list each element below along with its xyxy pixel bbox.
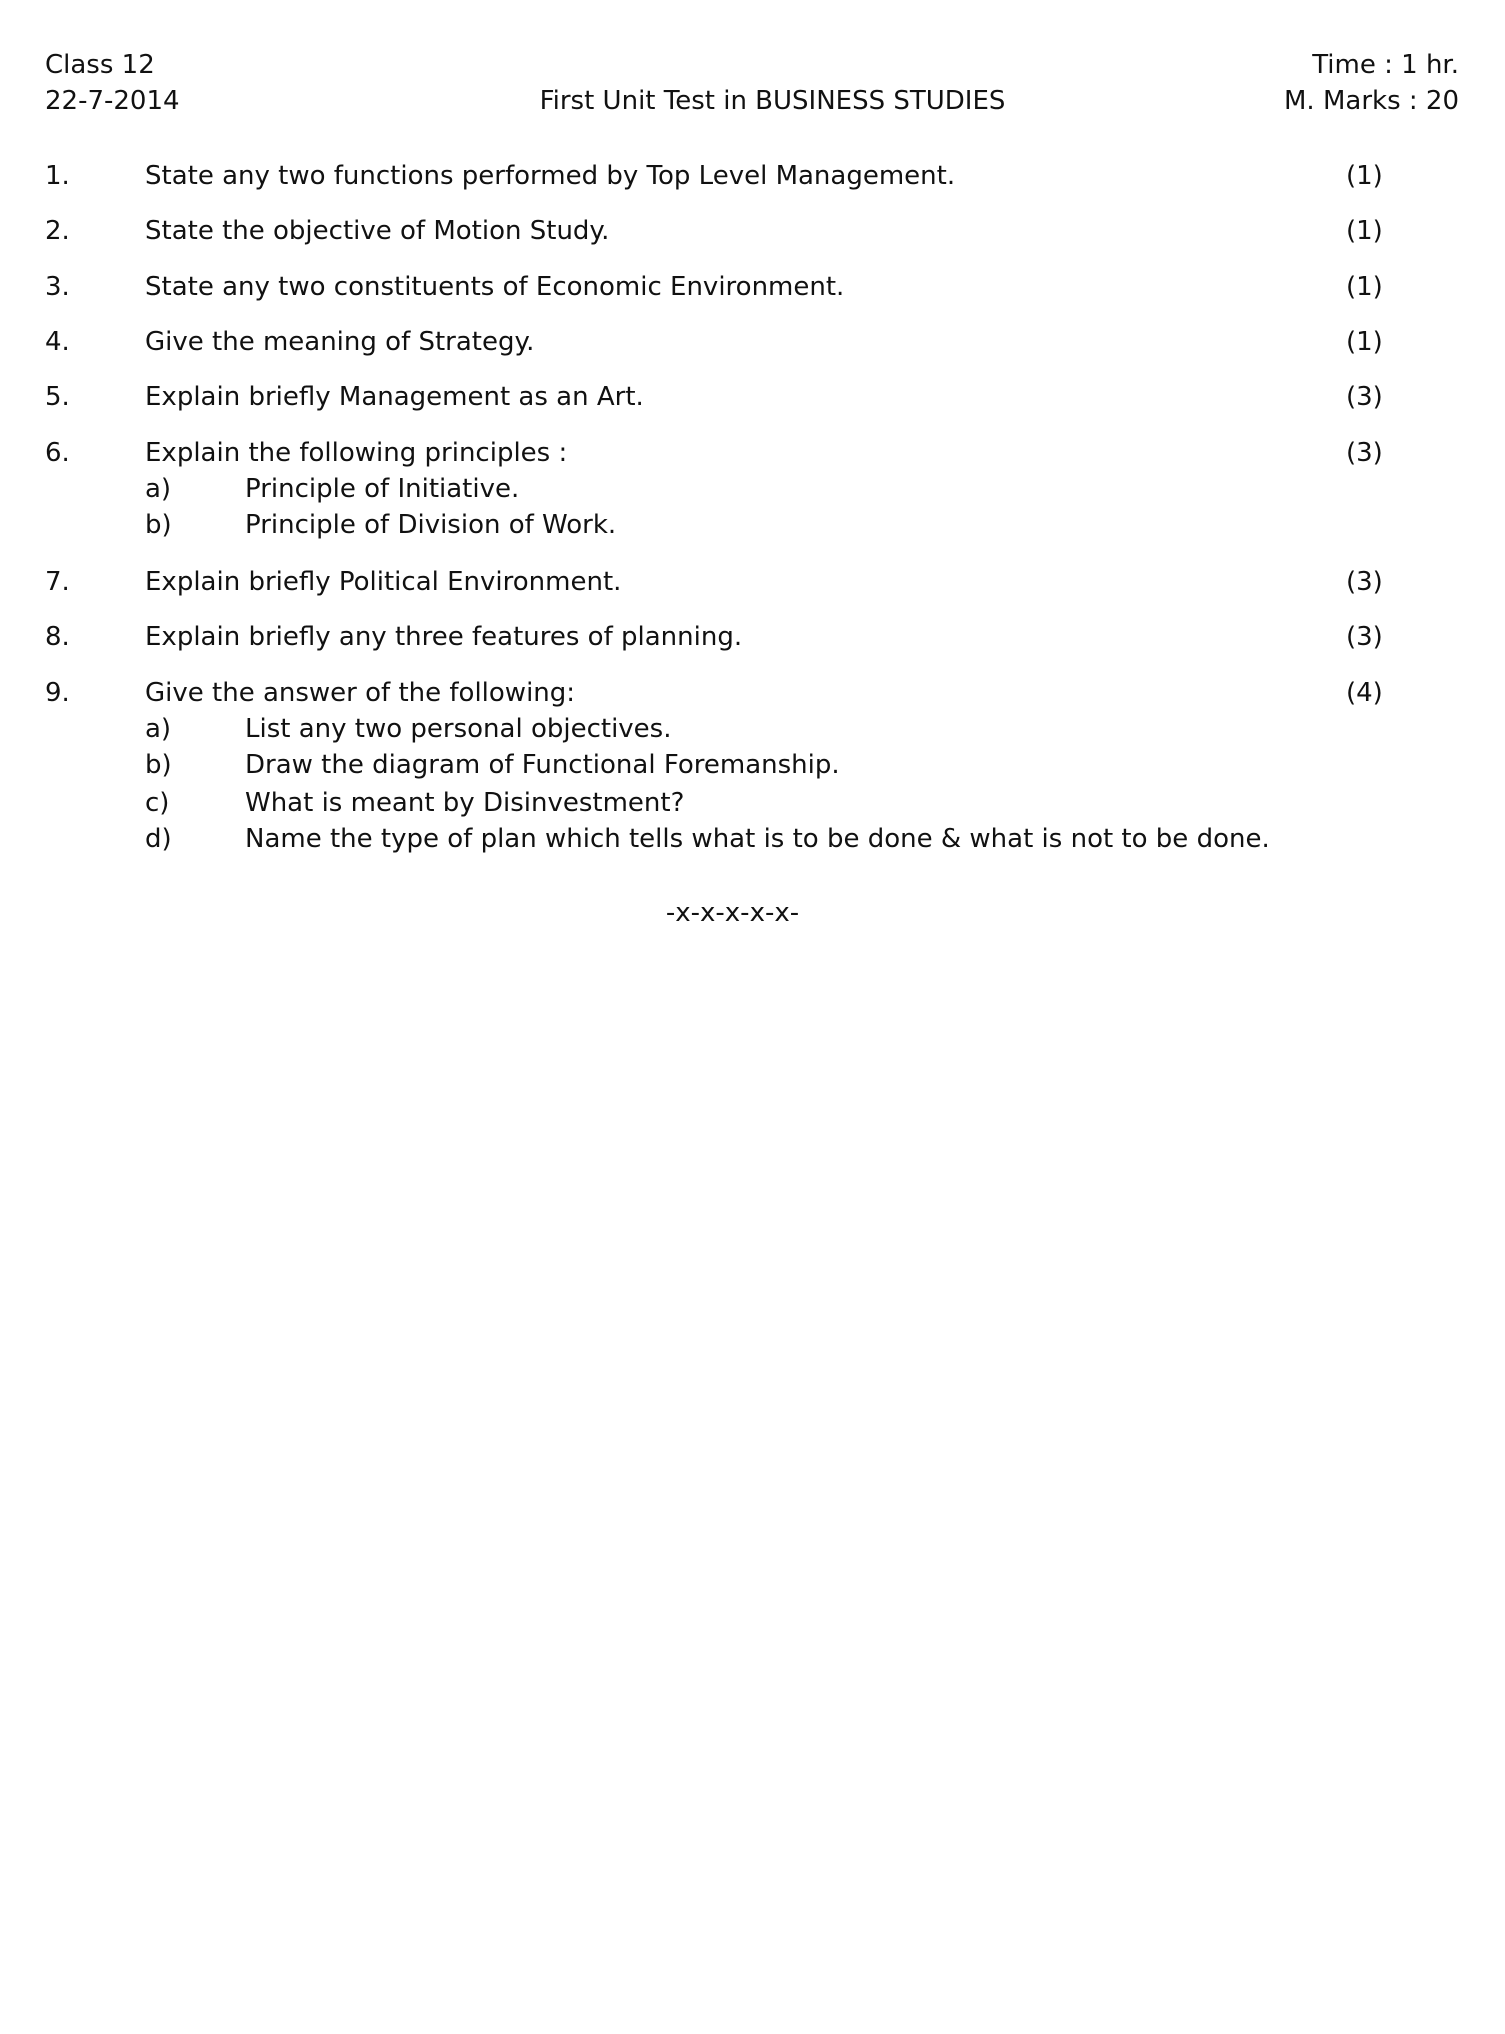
subquestion-text: Name the type of plan which tells what is to be done & what is not to be done. bbox=[245, 824, 1270, 854]
question-number: 8. bbox=[45, 622, 70, 652]
question-marks: (4) bbox=[1346, 678, 1383, 708]
question-text: State any two constituents of Economic Environment. bbox=[145, 272, 845, 302]
question-marks: (3) bbox=[1346, 567, 1383, 597]
question-text: Explain briefly Management as an Art. bbox=[145, 382, 644, 412]
question-text: State any two functions performed by Top Level Management. bbox=[145, 161, 956, 191]
question-number: 6. bbox=[45, 438, 70, 468]
subquestion-text: Draw the diagram of Functional Foremanship. bbox=[245, 750, 840, 780]
subquestion-text: Principle of Division of Work. bbox=[245, 510, 617, 540]
question-number: 4. bbox=[45, 327, 70, 357]
exam-date: 22-7-2014 bbox=[45, 86, 180, 116]
question-marks: (1) bbox=[1346, 161, 1383, 191]
exam-title: First Unit Test in BUSINESS STUDIES bbox=[539, 86, 1006, 116]
question-number: 2. bbox=[45, 216, 70, 246]
subquestion-text: What is meant by Disinvestment? bbox=[245, 788, 685, 818]
question-text: Explain the following principles : bbox=[145, 438, 568, 468]
question-marks: (3) bbox=[1346, 622, 1383, 652]
question-text: Give the meaning of Strategy. bbox=[145, 327, 535, 357]
question-marks: (1) bbox=[1346, 216, 1383, 246]
subquestion-text: List any two personal objectives. bbox=[245, 714, 672, 744]
question-marks: (1) bbox=[1346, 272, 1383, 302]
question-text: Explain briefly any three features of planning. bbox=[145, 622, 743, 652]
question-number: 9. bbox=[45, 678, 70, 708]
time-allowed: Time : 1 hr. bbox=[1312, 50, 1459, 80]
max-marks: M. Marks : 20 bbox=[1284, 86, 1459, 116]
question-number: 3. bbox=[45, 272, 70, 302]
subquestion-label: a) bbox=[145, 474, 172, 504]
question-number: 7. bbox=[45, 567, 70, 597]
question-number: 5. bbox=[45, 382, 70, 412]
subquestion-label: c) bbox=[145, 788, 170, 818]
subquestion-label: b) bbox=[145, 750, 172, 780]
question-text: Give the answer of the following: bbox=[145, 678, 576, 708]
question-text: Explain briefly Political Environment. bbox=[145, 567, 622, 597]
end-marker: -x-x-x-x-x- bbox=[665, 898, 800, 928]
question-text: State the objective of Motion Study. bbox=[145, 216, 610, 246]
subquestion-text: Principle of Initiative. bbox=[245, 474, 520, 504]
question-marks: (3) bbox=[1346, 438, 1383, 468]
question-marks: (1) bbox=[1346, 327, 1383, 357]
subquestion-label: d) bbox=[145, 824, 172, 854]
question-marks: (3) bbox=[1346, 382, 1383, 412]
question-number: 1. bbox=[45, 161, 70, 191]
subquestion-label: b) bbox=[145, 510, 172, 540]
subquestion-label: a) bbox=[145, 714, 172, 744]
class-label: Class 12 bbox=[45, 50, 155, 80]
